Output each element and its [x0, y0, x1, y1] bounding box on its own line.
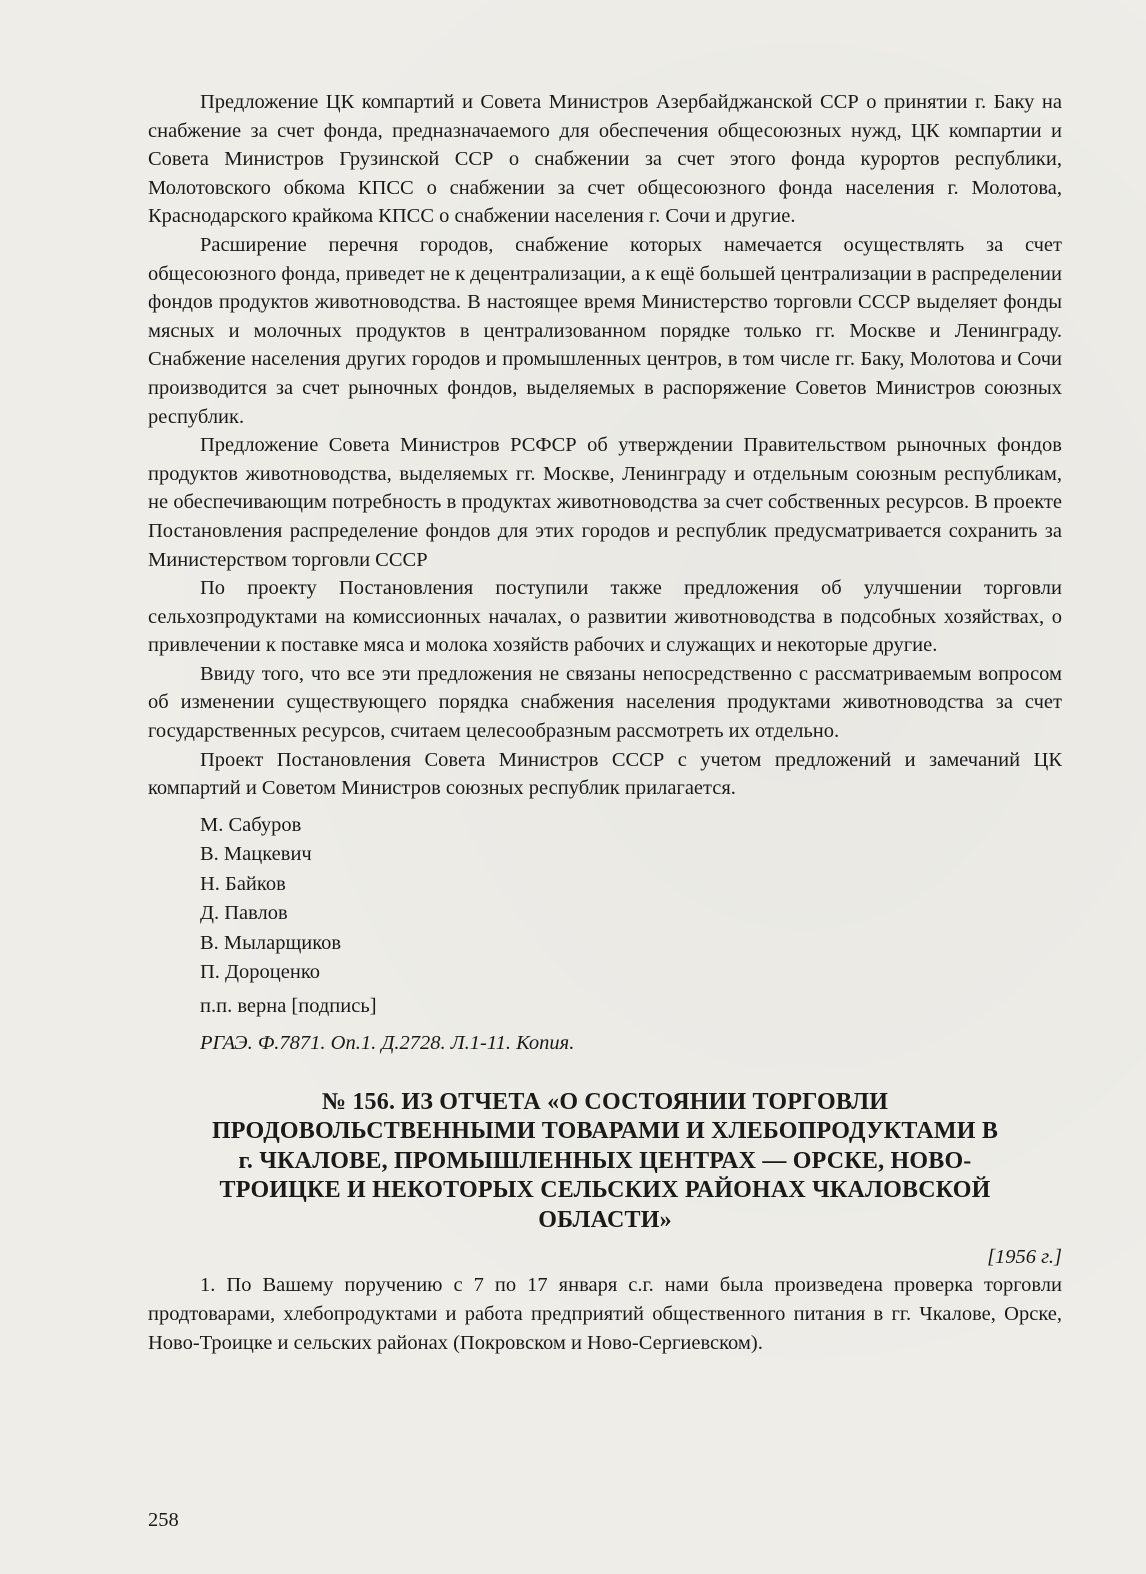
- report-paragraph-1: 1. По Вашему поручению с 7 по 17 января с.г. нами была произведена проверка торговли продтоварами, хлебопродуктами и работа предприятий общественного питания в гг. Чкалове, Орске, Ново-Троицке и сельских районах (Покровском и Ново-Сергиевском).: [148, 1274, 1062, 1354]
- archive-source: РГАЭ. Ф.7871. Оп.1. Д.2728. Л.1-11. Копия.: [200, 1031, 575, 1054]
- signature-sabourov: М. Сабуров: [200, 813, 302, 836]
- report-text: [148, 1271, 1062, 1357]
- paragraph-2: Расширение перечня городов, снабжение которых намечается осуществлять за счет общесоюзного фонда, приведет не к децентрализации, а к ещё большей централизации в распределении фондов продуктов животноводства. В настоящее время Министерство торговли СССР выделяет фонды мясных и молочных продуктов в централизованном порядке только гг. Москве и Ленинграду. Снабжение населения других городов и промышленных центров, в том числе гг. Баку, Молотова и Сочи производится за счет рыночных фондов, выделяемых в распоряжение Советов Министров союзных республик.: [148, 233, 1062, 428]
- main-text: [148, 88, 1062, 1357]
- page-number: 258: [148, 1509, 179, 1531]
- signature-dorotsenko: П. Дороценко: [200, 961, 320, 984]
- signature-list: [148, 811, 1062, 988]
- document-title: № 156. ИЗ ОТЧЕТА «О СОСТОЯНИИ ТОРГОВЛИ ПРОДОВОЛЬСТВЕННЫМИ ТОВАРАМИ И ХЛЕБОПРОДУКТАМИ В г. ЧКАЛОВЕ, ПРОМЫШЛЕННЫХ ЦЕНТРАХ — ОРСКЕ, НОВО-ТРОИЦКЕ И НЕКОТОРЫХ СЕЛЬСКИХ РАЙОНАХ ЧКАЛОВСКОЙ ОБЛАСТИ»: [211, 1088, 999, 1233]
- paragraph-6: Проект Постановления Совета Министров СССР с учетом предложений и замечаний ЦК компартий и Советом Министров союзных республик прилагается.: [148, 748, 1062, 800]
- paragraph-4: По проекту Постановления поступили также предложения об улучшении торговли сельхозпродуктами на комиссионных началах, о развитии животноводства в подсобных хозяйствах, о привлечении к поставке мяса и молока хозяйств рабочих и служащих и некоторые другие.: [148, 577, 1062, 657]
- document-date: [1956 г.]: [987, 1246, 1062, 1269]
- paragraph-3: Предложение Совета Министров РСФСР об утверждении Правительством рыночных фондов продуктов животноводства, выделяемых гг. Москве, Ленинграду и отдельным союзным республикам, не обеспечивающим потребность в продуктах животноводства за счет собственных ресурсов. В проекте Постановления распределение фондов для этих городов и республик предусматривается сохранить за Министерством торговли СССР: [148, 434, 1062, 571]
- signature-baikov: Н. Байков: [200, 872, 286, 895]
- paragraph-5: Ввиду того, что все эти предложения не связаны непосредственно с рассматриваемым вопросом об изменении существующего порядка снабжения населения продуктами животноводства за счет государственных ресурсов, считаем целесообразным рассмотреть их отдельно.: [148, 662, 1062, 743]
- signature-pavlov: Д. Павлов: [200, 902, 288, 925]
- signature-matskevich: В. Мацкевич: [200, 843, 312, 866]
- signature-mylarshchikov: В. Мыларщиков: [200, 931, 342, 954]
- verified-note: п.п. верна [подпись]: [200, 994, 377, 1017]
- paragraph-1: Предложение ЦК компартий и Совета Министров Азербайджанской ССР о принятии г. Баку на снабжение за счет фонда, предназначаемого для обеспечения общесоюзных нужд, ЦК компартии и Совета Министров Грузинской ССР о снабжении за счет этого фонда курортов республики, Молотовского обкома КПСС о снабжении за счет общесоюзного фонда населения г. Молотова, Краснодарского крайкома КПСС о снабжении населения г. Сочи и другие.: [148, 91, 1062, 228]
